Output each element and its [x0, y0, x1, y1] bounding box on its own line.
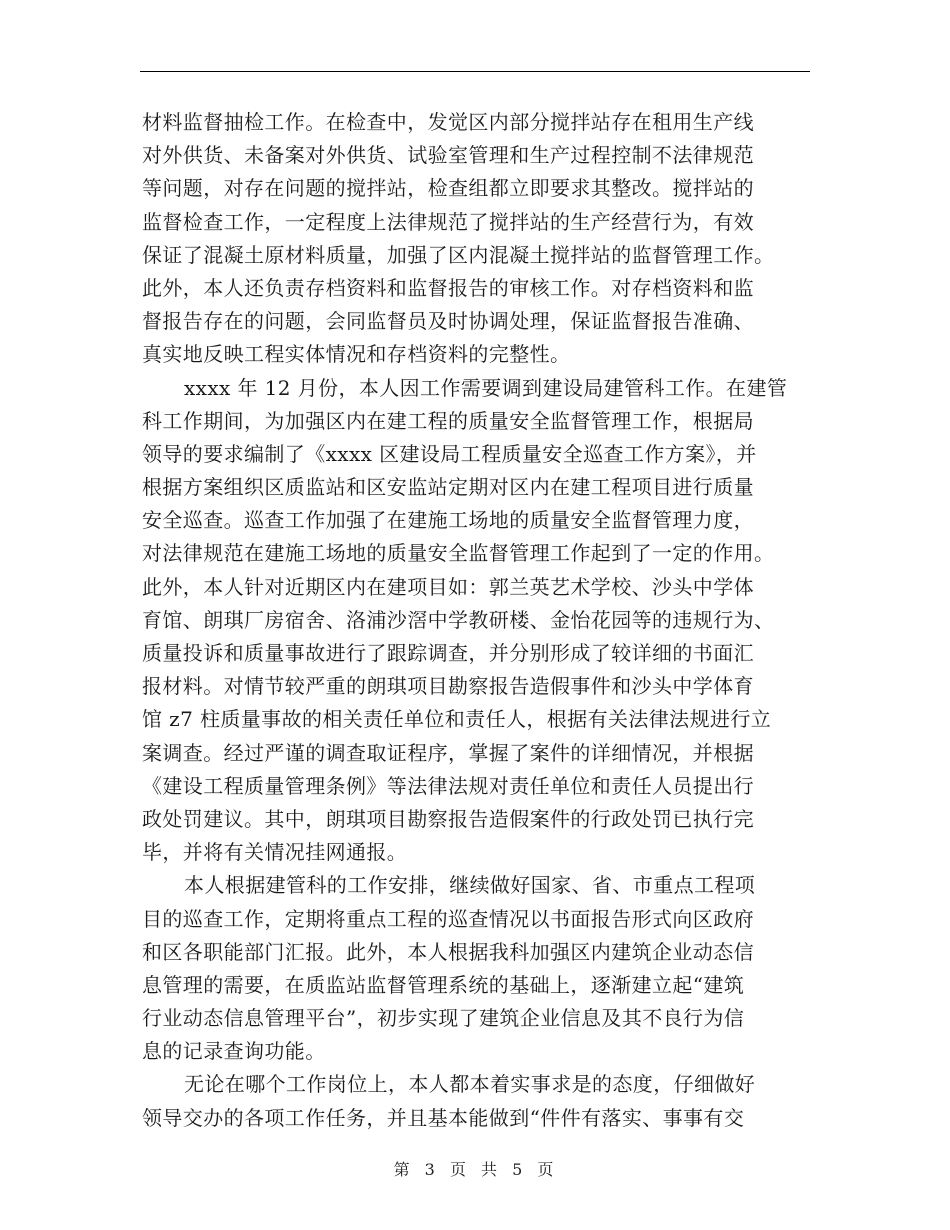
text-line: 领导交办的各项工作任务，并且基本能做到“件件有落实、事事有交 — [142, 1105, 745, 1130]
text-line: 真实地反映工程实体情况和存档资料的完整性。 — [142, 342, 571, 367]
text-line: 质量投诉和质量事故进行了跟踪调查，并分别形成了较详细的书面汇 — [142, 641, 754, 665]
text-line: 材料监督抽检工作。在检查中，发觉区内部分搅拌站存在租用生产线 — [142, 110, 754, 134]
text-line: 息管理的需要，在质监站监督管理系统的基础上，逐渐建立起“建筑 — [142, 972, 745, 997]
text-line: 此外，本人还负责存档资料和监督报告的审核工作。对存档资料和监 — [142, 275, 754, 300]
text-line: 行业动态信息管理平台”，初步实现了建筑企业信息及其不良行为信 — [142, 1006, 745, 1031]
text-line: 馆 z7 柱质量事故的相关责任单位和责任人，根据有关法律法规进行立 — [142, 707, 772, 732]
text-line: 息的记录查询功能。 — [142, 1039, 326, 1064]
text-line: 目的巡查工作，定期将重点工程的巡查情况以书面报告形式向区政府 — [142, 906, 754, 931]
text-line: 科工作期间，为加强区内在建工程的质量安全监督管理工作，根据局 — [142, 408, 754, 433]
text-line: 监督检查工作，一定程度上法律规范了搅拌站的生产经营行为，有效 — [142, 209, 754, 234]
paragraph-start-line: 无论在哪个工作岗位上，本人都本着实事求是的态度，仔细做好 — [184, 1072, 756, 1097]
text-line: 督报告存在的问题，会同监督员及时协调处理，保证监督报告准确、 — [142, 309, 754, 334]
text-line: 和区各职能部门汇报。此外，本人根据我科加强区内建筑企业动态信 — [142, 939, 754, 964]
text-line: 报材料。对情节较严重的朗琪项目勘察报告造假事件和沙头中学体育 — [142, 674, 754, 699]
text-line: 保证了混凝土原材料质量，加强了区内混凝土搅拌站的监督管理工作。 — [142, 242, 775, 267]
text-line: 根据方案组织区质监站和区安监站定期对区内在建工程项目进行质量 — [142, 475, 754, 500]
body-text — [142, 106, 810, 1135]
text-line: 对法律规范在建施工场地的质量安全监督管理工作起到了一定的作用。 — [142, 541, 775, 566]
text-line: 案调查。经过严谨的调查取证程序，掌握了案件的详细情况，并根据 — [142, 740, 754, 765]
header-rule — [140, 71, 810, 72]
text-line: 《建设工程质量管理条例》等法律法规对责任单位和责任人员提出行 — [142, 773, 754, 798]
text-line: 领导的要求编制了《xxxx 区建设局工程质量安全巡查工作方案》，并 — [142, 441, 757, 466]
text-line: 对外供货、未备案对外供货、试验室管理和生产过程控制不法律规范 — [142, 143, 754, 168]
text-line: 安全巡查。巡查工作加强了在建施工场地的质量安全监督管理力度， — [142, 508, 754, 533]
paragraph-start-line: xxxx 年 12 月份，本人因工作需要调到建设局建管科工作。在建管 — [184, 375, 788, 400]
text-line: 政处罚建议。其中，朗琪项目勘察报告造假案件的行政处罚已执行完 — [142, 806, 754, 831]
page-number-footer: 第 3 页 共 5 页 — [393, 1160, 557, 1179]
paragraph-start-line: 本人根据建管科的工作安排，继续做好国家、省、市重点工程项 — [184, 873, 756, 898]
text-line: 等问题，对存在问题的搅拌站，检查组都立即要求其整改。搅拌站的 — [142, 176, 754, 201]
text-line: 育馆、朗琪厂房宿舍、洛浦沙滘中学教研楼、金怡花园等的违规行为、 — [142, 607, 775, 632]
text-line: 此外，本人针对近期区内在建项目如：郭兰英艺术学校、沙头中学体 — [142, 574, 754, 599]
text-line: 毕，并将有关情况挂网通报。 — [142, 840, 408, 865]
